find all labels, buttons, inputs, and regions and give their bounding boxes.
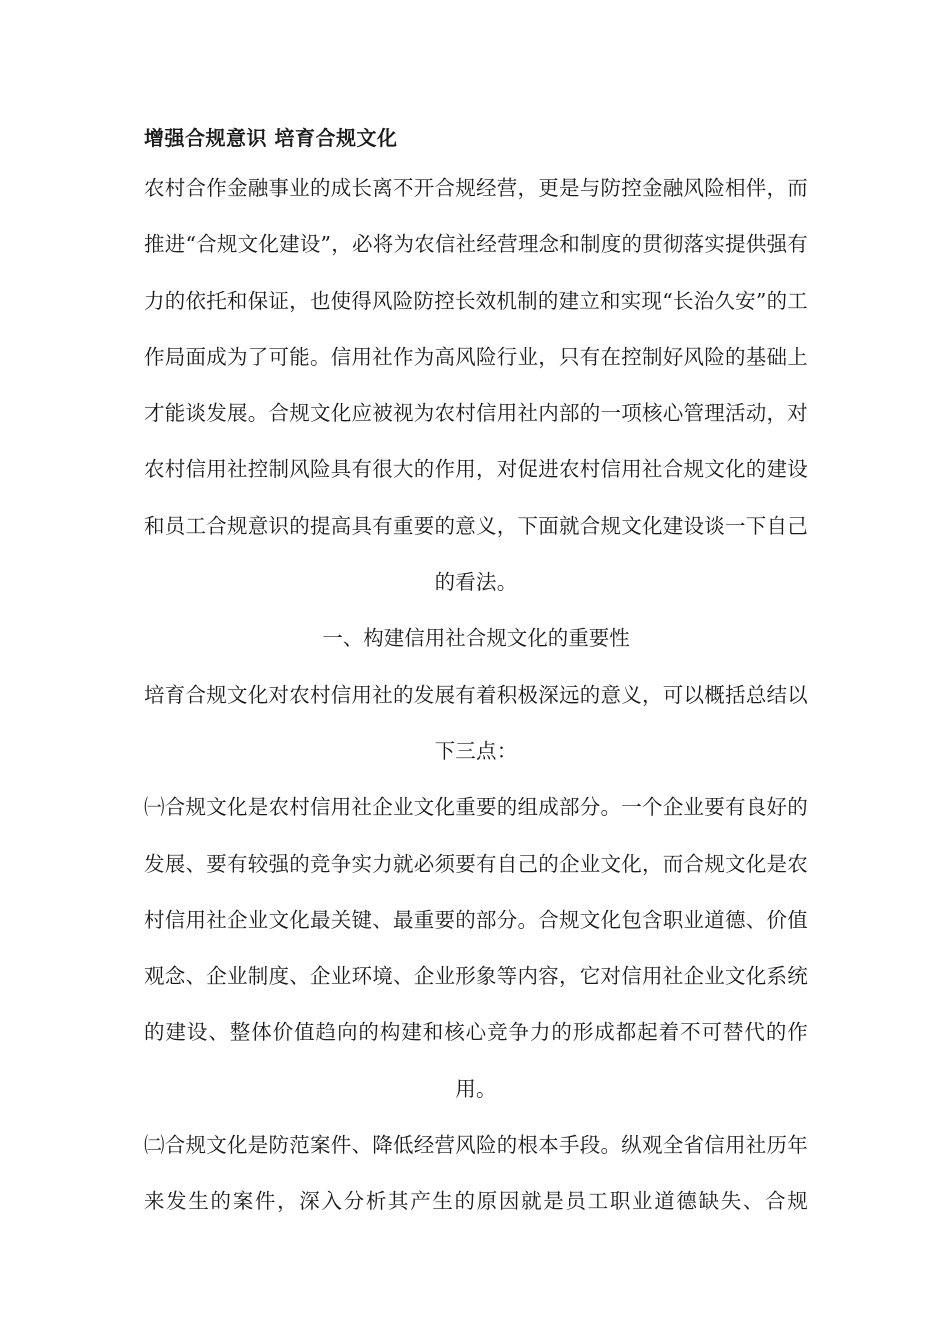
section-heading-1: 一、构建信用社合规文化的重要性 [322,626,630,651]
paragraph-point-1: ㈠合规文化是农村信用社企业文化重要的组成部分。一个企业要有良好的发展、要有较强的竞争实力就必须要有自己的企业文化，而合规文化是农村信用社企业文化最关键、最重要的部分。合规文化包含职业道德、价值观念、企业制度、企业环境、企业形象等内容，它对信用社企业文化系统的建设、整体价值趋向的构建和核心竞争力的形成都起着不可替代的作用。 [144,795,808,1101]
paragraph-point-2: ㈡合规文化是防范案件、降低经营风险的根本手段。纵观全省信用社历年来发生的案件，深入分析其产生的原因就是员工职业道德缺失、合规 [144,1133,808,1214]
document-title: 增强合规意识 培育合规文化 [144,126,398,150]
paragraph-summary: 培育合规文化对农村信用社的发展有着积极深远的意义，可以概括总结以下三点： [144,682,808,763]
paragraph-intro: 农村合作金融事业的成长离不开合规经营，更是与防控金融风险相伴，而推进“合规文化建设”，必将为农信社经营理念和制度的贯彻落实提供强有力的依托和保证，也使得风险防控长效机制的建立和实现“长治久安”的工作局面成为了可能。信用社作为高风险行业，只有在控制好风险的基础上才能谈发展。合规文化应被视为农村信用社内部的一项核心管理活动，对农村信用社控制风险具有很大的作用，对促进农村信用社合规文化的建设和员工合规意识的提高具有重要的意义，下面就合规文化建设谈一下自己的看法。 [144,176,808,595]
document-page [144,116,808,1230]
